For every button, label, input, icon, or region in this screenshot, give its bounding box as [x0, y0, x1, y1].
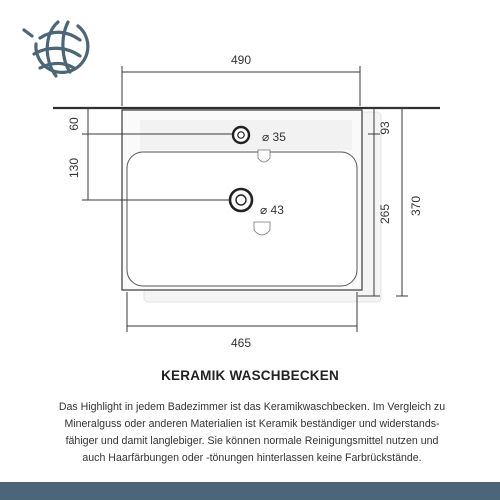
- label-bowl-depth: 265: [378, 203, 392, 225]
- description-line: fähiger und damit langlebiger. Sie können normale Reinigungsmittel nutzen und: [65, 435, 439, 447]
- label-drain-hole: ⌀ 43: [260, 203, 284, 217]
- label-top-width: 490: [230, 53, 252, 67]
- label-tap-hole: ⌀ 35: [262, 130, 286, 144]
- product-description: [52, 399, 452, 467]
- globe-icon: [24, 22, 88, 76]
- label-tap-to-drain: 130: [67, 157, 81, 179]
- label-bottom-width: 465: [230, 336, 252, 350]
- label-right-top: 93: [378, 121, 392, 135]
- description-line: Mineralguss oder anderen Materialien ist Keramik beständiger und widerstands-: [64, 418, 440, 430]
- description-line: Das Highlight in jedem Badezimmer ist das Keramikwaschbecken. Im Vergleich zu: [58, 401, 446, 413]
- description-line: auch Haarfärbungen oder -tönungen hinterlassen keine Farbrückstände.: [82, 452, 422, 464]
- product-title: KERAMIK WASCHBECKEN: [161, 368, 339, 383]
- bottom-accent-bar: [0, 482, 500, 500]
- label-total-depth: 370: [409, 195, 423, 217]
- label-overflow-offset: 60: [67, 117, 81, 131]
- dimension-490: [122, 66, 360, 106]
